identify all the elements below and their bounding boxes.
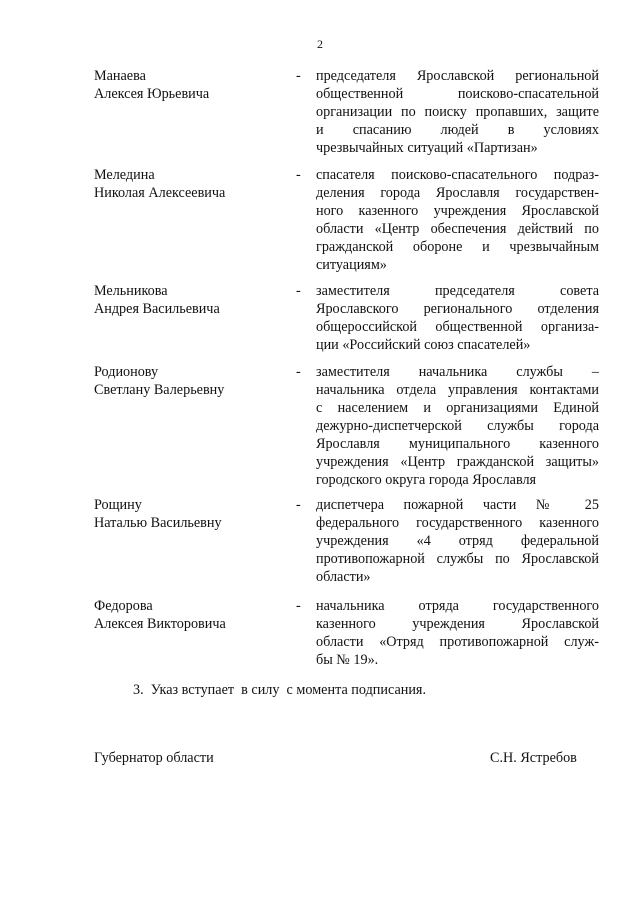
position-line: области «Центр обеспечения действий по bbox=[316, 221, 599, 237]
appointee-given-names: Светлану Валерьевну bbox=[94, 382, 225, 398]
dash-separator: - bbox=[296, 598, 301, 614]
appointee-surname: Рощину bbox=[94, 497, 142, 513]
position-line: ситуациям» bbox=[316, 257, 387, 273]
position-line: организации по поиску пропавших, защите bbox=[316, 104, 599, 120]
position-line: общероссийской общественной организа- bbox=[316, 319, 599, 335]
appointee-surname: Мельникова bbox=[94, 283, 168, 299]
position-line: Ярославского регионального отделения bbox=[316, 301, 599, 317]
signatory-title: Губернатор области bbox=[94, 750, 214, 766]
position-line: бы № 19». bbox=[316, 652, 379, 668]
position-line: области «Отряд противопожарной служ- bbox=[316, 634, 599, 650]
position-line: противопожарной службы по Ярославской bbox=[316, 551, 599, 567]
appointee-given-names: Алексея Юрьевича bbox=[94, 86, 210, 102]
position-line: ного казенного учреждения Ярославской bbox=[316, 203, 599, 219]
appointee-name bbox=[94, 597, 284, 633]
dash-separator: - bbox=[296, 283, 301, 299]
position-line: учреждения «Центр гражданской защиты» bbox=[316, 454, 599, 470]
position-line: федерального государственного казенного bbox=[316, 515, 599, 531]
page-number: 2 bbox=[317, 37, 323, 51]
position-line: городского округа города Ярославля bbox=[316, 472, 537, 488]
dash-separator: - bbox=[296, 167, 301, 183]
appointee-name bbox=[94, 496, 284, 532]
position-line: начальника отдела управления контактами bbox=[316, 382, 599, 398]
appointee-surname: Родионову bbox=[94, 364, 159, 380]
appointee-surname: Федорова bbox=[94, 598, 153, 614]
position-line: учреждения «4 отряд федеральной bbox=[316, 533, 599, 549]
position-line: деления города Ярославля государствен- bbox=[316, 185, 599, 201]
appointee-position bbox=[316, 282, 599, 354]
position-line: Ярославля муниципального казенного bbox=[316, 436, 599, 452]
position-line: диспетчера пожарной части № 25 bbox=[316, 497, 599, 513]
position-line: и спасанию людей в условиях bbox=[316, 122, 599, 138]
position-line: с населением и организациями Единой bbox=[316, 400, 599, 416]
dash-separator: - bbox=[296, 68, 301, 84]
appointee-position bbox=[316, 363, 599, 489]
position-line: чрезвычайных ситуаций «Партизан» bbox=[316, 140, 538, 156]
appointee-name bbox=[94, 67, 284, 103]
appointee-given-names: Алексея Викторовича bbox=[94, 616, 226, 632]
position-line: гражданской обороне и чрезвычайным bbox=[316, 239, 599, 255]
signatory-name: С.Н. Ястребов bbox=[490, 750, 577, 766]
appointee-position bbox=[316, 496, 599, 586]
position-line: заместителя начальника службы – bbox=[316, 364, 599, 380]
position-line: председателя Ярославской региональной bbox=[316, 68, 599, 84]
position-line: области» bbox=[316, 569, 371, 585]
position-line: начальника отряда государственного bbox=[316, 598, 599, 614]
appointee-position bbox=[316, 67, 599, 157]
position-line: спасателя поисково-спасательного подраз- bbox=[316, 167, 599, 183]
effective-date-clause: 3. Указ вступает в силу с момента подписания. bbox=[133, 682, 426, 698]
position-line: общественной поисково-спасательной bbox=[316, 86, 599, 102]
position-line: ции «Российский союз спасателей» bbox=[316, 337, 531, 353]
appointee-position bbox=[316, 166, 599, 274]
position-line: дежурно-диспетчерской службы города bbox=[316, 418, 599, 434]
appointee-given-names: Николая Алексеевича bbox=[94, 185, 226, 201]
appointee-given-names: Наталью Васильевну bbox=[94, 515, 222, 531]
dash-separator: - bbox=[296, 364, 301, 380]
appointee-surname: Манаева bbox=[94, 68, 146, 84]
position-line: заместителя председателя совета bbox=[316, 283, 599, 299]
appointee-given-names: Андрея Васильевича bbox=[94, 301, 220, 317]
position-line: казенного учреждения Ярославской bbox=[316, 616, 599, 632]
appointee-position bbox=[316, 597, 599, 669]
dash-separator: - bbox=[296, 497, 301, 513]
appointee-surname: Меледина bbox=[94, 167, 155, 183]
appointee-name bbox=[94, 363, 284, 399]
appointee-name bbox=[94, 166, 284, 202]
appointee-name bbox=[94, 282, 284, 318]
